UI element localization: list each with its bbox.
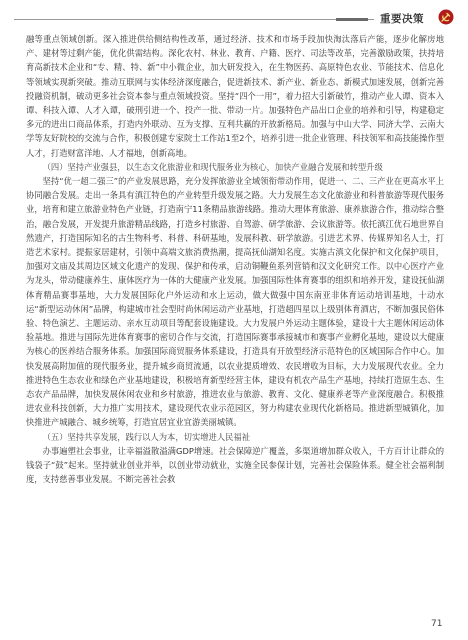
section-heading: （五）坚持共享发展，践行以人为本，切实增进人民福祉 <box>42 431 251 442</box>
party-emblem-icon <box>438 9 454 25</box>
section-title: 重要决策 <box>380 13 424 25</box>
header-rule-accent <box>336 18 368 21</box>
body-paragraph: 融等重点领域创新。深入推进供给侧结构性改革，通过经济、技术和市场手段加快淘汰落后产能，逐步化解房地产、建材等过剩产能，优化供需结构。深化农村、林业、教育、户籍、医疗、司法等改革，完善激励政策，扶持培育高新技术企业和“专、精、特、新”中小微企业，加大研发投入，在生物医药、高原特色农业、节能技术、信息化等领域实现新突破。推动互联网与实体经济深度融合，促进新技术、新产业、新业态、新模式加速发展，创新完善投融资机制，破动更多社会资本参与重点领域投资。坚持“四个一用”，着力招大引新破竹，推动产业人谭、资本入谭、科技入谭、人才入谭，破刑引进一个、投产一批、带动一片。加强特色产品出口企业的培养和引导，构建稳定多元的进出口商品体系，打造内外联动、互为支撑、互利共赢的开放新格局。加强与中山大学、同济大学、云南大学等友好院校的交流与合作，积极创建专家院士工作站1至2个，培养引进一批企业管理、科技领军和高技能操作型人才，打造财富洋地、人才福地，创新高地。 <box>26 34 444 158</box>
article-body <box>26 32 444 487</box>
header-rule <box>14 19 374 20</box>
page-number: 71 <box>431 619 443 629</box>
section-heading: （四）坚持产业强县，以生态文化旅游业和现代服务业为核心，加快产业融合发展和转型升级 <box>42 161 383 172</box>
page-header <box>0 0 468 26</box>
body-paragraph: 办事遍塑社会事业，让幸福溢散溢满GDP增速。社会保障逆广覆盖，多渠道增加群众收入，千方百计让群众的钱袋子“鼓”起来。坚持就业创业并举，以创业带动就业，实施全民参保计划，完善社会保险体系。健全社会福利制度，支持慈善事业发展。不断完善社会救 <box>26 445 444 485</box>
body-paragraph: 坚持“优一超二强三”的产业发展思路，充分发挥旅游业全域领衔带动作用，促进一、二、三产业在更高水平上协同融合发展。走出一条具有滇江特色的产业转型升级发展之路。大力发展生态文化旅游业和科普旅游等现代服务业，培育和建立旅游业特色产业链，打造南宁11条精品旅游线路。推动大理体育旅游、康养旅游合作，推动综合整治，融合发展，开发提升旅游精品线路，打造乡村旅游、自驾游、研学旅游、会议旅游等。依托滇江优石地世界自然遗产，打造国际知名的古生物科考、科普、科研基地，发展科教、研学旅游。引进艺术界、传媒界知名人士，打造艺术家村。提振家居建材，引领中高端文旅消费热潮，提高抚仙湖知名度。实施古滇文化保护和文化保护项目，加强对文庙及其周边区域文化遗产的发现、保护和传承，启动铜鞭鱼系列营销和汉文化研究工作。以中心医疗产业为龙头，带动健康养生、康体医疗为一体的大健康产业发展。加强国际性体育赛事的组织和培养开发，建设抚仙湖体育精品赛事基地，大力发展国际化户外运动和水上运动，做大做强中国东南亚非体育运动培训基地，十动水运“新型运动休闲”品牌，构建城市社会型时尚休闲运动产业基地，打造超四星以上级别体育酒店，不断加强民俗体验、特色演艺、主题运动、亲水互动项目等配套设施建设。大力发展户外运动主题体验，建设十大主题休闲运动体验基地。推进与国际先进体育赛事的密切合作与交流，打造国际赛事承接城市和赛事产业孵化基地，建设以大健康为核心的医养结合服务体系。加强国际商贸服务体系建设，打造具有开放型经济示范特色的区域国际合作中心。加快发展高附加值的现代服务业，提升城乡商贸流通，以农业提质增效、农民增收为目标，大力发展现代农业。全力推进特色生态农业和绿色产业基地建设，积极培育新型经营主体，建设有机农产品生产基地，持续打造原生态、生态农产品品牌，加快发展休闲农业和乡村旅游，推进农业与旅游、教育、文化、健康养老等产业深度融合。积极推进农业科技创新，大力推广实用技术，建设现代农业示范园区，努力构建农业现代化新格局。推进新型城镇化，加快推进产城融合、城乡统筹，打造宜居宜业宜游美丽城镇。 <box>26 176 444 428</box>
